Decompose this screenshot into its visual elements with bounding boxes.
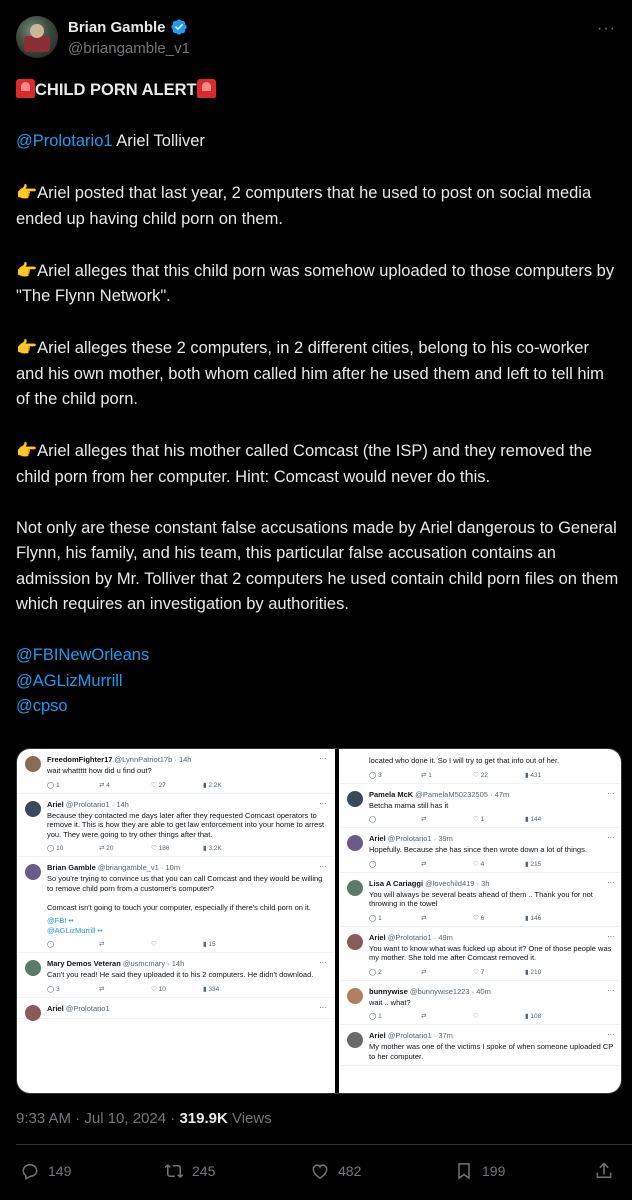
reply-action-count: ♡ 27 [151,781,166,789]
bullet-text: Ariel alleges these 2 computers, in 2 different cities, belong to his co-worker and his own mother, both whom called him after he used them and left to tell him of the child porn. [16,339,604,408]
reply-action-count: ♡ 22 [473,771,488,779]
reply-actions [369,771,615,779]
reply-more-icon: ··· [319,754,327,763]
reply-text: wait whattttt how did u find out? [47,766,152,775]
reply-action-count: ⇄ 4 [99,781,110,789]
screenshot-reply [17,953,335,998]
reply-action-count: ⇄ 20 [99,845,114,852]
screenshot-reply [17,998,335,1019]
reply-action-count: ◯ 2 [369,968,382,976]
reply-actions [47,781,327,789]
reply-meta: @Prolotario1 · 14h [65,799,129,809]
reply-actions [369,968,615,976]
reply-action-count: ◯ 1 [369,1013,382,1020]
reply-meta: @lovechild419 · 3h [425,878,490,888]
reply-actions [47,940,327,948]
reply-avatar [347,835,363,851]
reply-action-count: ▮ 2.2K [203,781,222,789]
reply-actions [369,1012,615,1020]
repost-icon [164,1161,184,1181]
reply-actions [369,860,615,868]
author-avatar[interactable] [16,16,58,58]
reply-header [47,959,327,969]
reply-action-count: ⇄ [421,816,427,823]
headline [16,78,620,104]
reply-action-count: ▮ 144 [525,816,542,823]
reply-avatar [25,801,41,817]
tag-link[interactable]: @FBINewOrleans [16,646,150,664]
screenshot-right-panel [339,749,622,1093]
reply-name: Brian Gamble [47,863,98,872]
reply-more-icon: ··· [607,1030,615,1039]
reply-header [47,1004,327,1014]
reply-text: Because they contacted me days later after they requested Comcast operators to remove it. This is how they are able to get law enforcement into your home to arrest you. They were going to try other things after that. [47,810,325,839]
tag-link[interactable]: @AGLizMurrill [16,671,123,690]
reply-action-count: ⇄ 1 [421,771,432,779]
reply-action-count: ♡ 186 [151,845,170,852]
reply-text: Hopefully. Because she has since then wrote down a lot of things. [369,845,587,854]
mention-rest: Ariel Tolliver [112,132,205,150]
bullet-paragraph [16,335,620,413]
reply-actions [369,815,615,823]
screenshot-reply [339,828,622,873]
reply-more-icon: ··· [607,931,615,941]
screenshot-reply [17,749,335,794]
bookmark-count: 199 [482,1163,506,1179]
reply-more-icon: ··· [607,877,615,887]
reply-header [369,1031,615,1041]
bookmark-button[interactable] [454,1158,505,1184]
bullet-text: Ariel alleges that his mother called Comcast (the ISP) and they removed the child porn from her computer. Hint: Comcast would never do this. [16,442,593,486]
reply-meta: @Prolotario1 · 49m [387,932,453,942]
author-name-row[interactable] [68,18,188,36]
reply-count: 149 [48,1163,72,1179]
reply-more-icon: ··· [319,958,327,967]
reply-header [369,790,615,800]
reply-header [47,755,327,765]
pointing-hand-emoji-icon: 👉 [16,260,38,280]
mention-line [16,129,620,155]
reply-more-icon: ··· [319,862,327,871]
reply-action-count: ◯ 1 [47,781,60,789]
reply-icon [20,1161,40,1181]
screenshot-reply [339,873,622,927]
verified-badge-icon [170,18,188,36]
closing-paragraph: Not only are these constant false accusations made by Ariel dangerous to General Flynn, his family, and his team, this particular false accusation contains an admission by Mr. Tolliver that 2 computers he used contain child porn files on them which requires an investigation by authorities. [16,518,619,613]
reply-more-icon: ··· [319,1002,327,1012]
reply-meta: @PamelaM50232505 · 47m [415,789,510,799]
reply-actions [369,914,615,922]
reply-meta: @briangamble_v1 · 10m [97,863,181,872]
repost-count: 245 [192,1163,216,1179]
reply-avatar [347,791,363,807]
reply-avatar [25,864,41,880]
tag-list [16,643,620,720]
views-label: Views [227,1110,272,1127]
reply-action-count: ♡ 10 [151,985,166,993]
reply-action-count: ◯ 3 [47,985,60,993]
reply-name: Pamela McK [369,789,416,799]
views-count: 319.9K [179,1110,228,1127]
repost-button[interactable] [164,1158,215,1184]
reply-action-count: ▮ 334 [203,985,220,993]
reply-more-icon: ··· [607,985,615,995]
reply-name: Ariel [369,1031,388,1040]
reply-action-count: ♡ 6 [473,914,485,922]
reply-meta: @Prolotario1 · 39m [387,834,453,843]
share-button[interactable] [594,1158,614,1184]
screenshot-reply [17,794,335,858]
reply-action-count: ▮ 15 [203,941,216,948]
tweet-text [16,78,620,720]
pointing-hand-emoji-icon: 👉 [16,183,38,202]
reply-action-count: ♡ [473,1013,479,1020]
screenshot-reply [339,1025,622,1066]
tweet-header [16,14,616,62]
reply-name: Lisa A Cariaggi [369,878,426,888]
reply-text: wait .. what? [369,997,411,1007]
reply-meta: @Prolotario1 [65,1003,110,1013]
reply-avatar [25,756,41,772]
pointing-hand-emoji-icon: 👉 [16,338,38,357]
reply-action-count: ▮ 146 [525,914,542,922]
reply-text: You want to know what was fucked up about it? One of those people was my mother. She told me after Comcast removed it. [369,943,612,962]
reply-name: bunnywise [369,986,410,996]
siren-emoji-icon [16,79,35,98]
like-count: 482 [338,1163,362,1179]
reply-meta: @usmcmary · 14h [122,959,185,968]
reply-avatar [347,988,363,1004]
reply-name: Ariel [47,799,66,809]
reply-action-count: ◯ [47,941,55,948]
bullet-paragraph [16,258,620,310]
reply-action-count: ◯ 1 [369,914,382,922]
bullet-text: Ariel posted that last year, 2 computers that he used to post on social media ended up having child porn on them. [16,184,592,228]
siren-emoji-icon [197,79,216,98]
author-display-name[interactable]: Brian Gamble [68,18,166,36]
reply-action-count: ♡ 1 [473,816,485,823]
reply-header [369,879,615,889]
tweet-meta [16,1110,272,1127]
reply-action-count: ♡ [151,941,157,948]
reply-avatar [25,1005,41,1021]
reply-more-icon: ··· [607,788,615,798]
reply-text: My mother was one of the victims I spoke of when someone uploaded CP to her computer. [369,1042,614,1061]
reply-text: Can't you read! He said they uploaded it to his 2 computers. He didn't download. [47,970,314,979]
more-options-icon[interactable]: ··· [597,20,616,37]
reply-text: located who done it. So I will try to get that info out of her. [369,756,560,765]
reply-header [369,987,615,997]
bullet-paragraph [16,438,620,490]
tag-link[interactable]: @cpso [16,697,68,715]
pointing-hand-emoji-icon: 👉 [16,441,38,460]
reply-header [369,933,615,943]
reply-avatar [347,1032,363,1048]
attached-image[interactable] [16,748,622,1094]
reply-action-count: ♡ 7 [473,968,485,976]
mention-link[interactable]: @Prolotario1 [16,132,113,150]
reply-name: Mary Demos Veteran [47,959,123,968]
reply-header [47,800,327,810]
screenshot-reply [339,749,622,784]
divider [16,1144,632,1145]
reply-name: Ariel [369,932,388,942]
reply-button[interactable] [20,1158,71,1184]
reply-action-count: ◯ [369,816,377,823]
bookmark-icon [454,1161,474,1181]
heart-icon [310,1161,330,1181]
bullet-text: Ariel alleges that this child porn was somehow uploaded to those computers by "The Flynn Network". [16,261,615,305]
reply-action-count: ▮ 210 [525,968,542,976]
reply-name: FreedomFighter17 [47,755,115,764]
reply-header [369,834,615,844]
reply-action-count: ◯ [369,860,377,868]
reply-action-count: ⇄ [421,914,427,922]
author-handle[interactable]: @briangamble_v1 [68,40,190,57]
reply-actions [47,985,327,993]
reply-action-count: ⇄ [99,941,105,948]
reply-action-count: ▮ 3.2K [203,845,222,852]
screenshot-left-panel [17,749,335,1093]
reply-action-count: ◯ 10 [47,845,64,852]
reply-action-count: ♡ 4 [473,860,485,868]
reply-more-icon: ··· [319,798,327,808]
reply-links: @FBI •• @AGLizMurrill •• [47,916,103,935]
reply-header [47,863,327,873]
reply-avatar [25,960,41,976]
reply-action-count: ▮ 108 [525,1013,542,1020]
reply-action-count: ◯ 3 [369,771,382,779]
reply-action-count: ▮ 215 [525,860,542,868]
reply-name: Ariel [47,1003,66,1013]
action-bar [16,1158,616,1188]
reply-actions [47,844,327,852]
reply-avatar [347,880,363,896]
reply-action-count: ⇄ [421,860,427,868]
reply-name: Ariel [369,834,388,843]
reply-text: Betcha mama still has it [369,800,449,810]
reply-meta: @Prolotario1 · 37m [387,1031,453,1040]
share-icon [594,1161,614,1181]
reply-action-count: ▮ 431 [525,771,542,779]
timestamp[interactable]: 9:33 AM · Jul 10, 2024 · [16,1110,180,1127]
screenshot-reply [339,784,622,829]
screenshot-reply [17,857,335,953]
reply-meta: @bunnywise1223 · 40m [409,986,491,996]
bullet-paragraph [16,180,620,232]
reply-more-icon: ··· [607,833,615,842]
reply-text: You will always be several beats ahead of them .. Thank you for not throwing in the towel [369,889,593,908]
reply-meta: @LynnPatriot17b · 14h [114,755,192,764]
reply-action-count: ⇄ [99,985,105,993]
reply-avatar [347,934,363,950]
reply-text: So you're trying to convince us that you can call Comcast and they would be willing to remove child porn from a customer's computer? Comcast isn't going to touch your computer, especially if there's child porn on it. [47,874,323,912]
screenshot-reply [339,927,622,981]
like-button[interactable] [310,1158,361,1184]
screenshot-reply [339,981,622,1026]
headline-text: CHILD PORN ALERT [35,81,197,99]
reply-action-count: ⇄ [421,1013,427,1020]
reply-action-count: ⇄ [421,968,427,976]
